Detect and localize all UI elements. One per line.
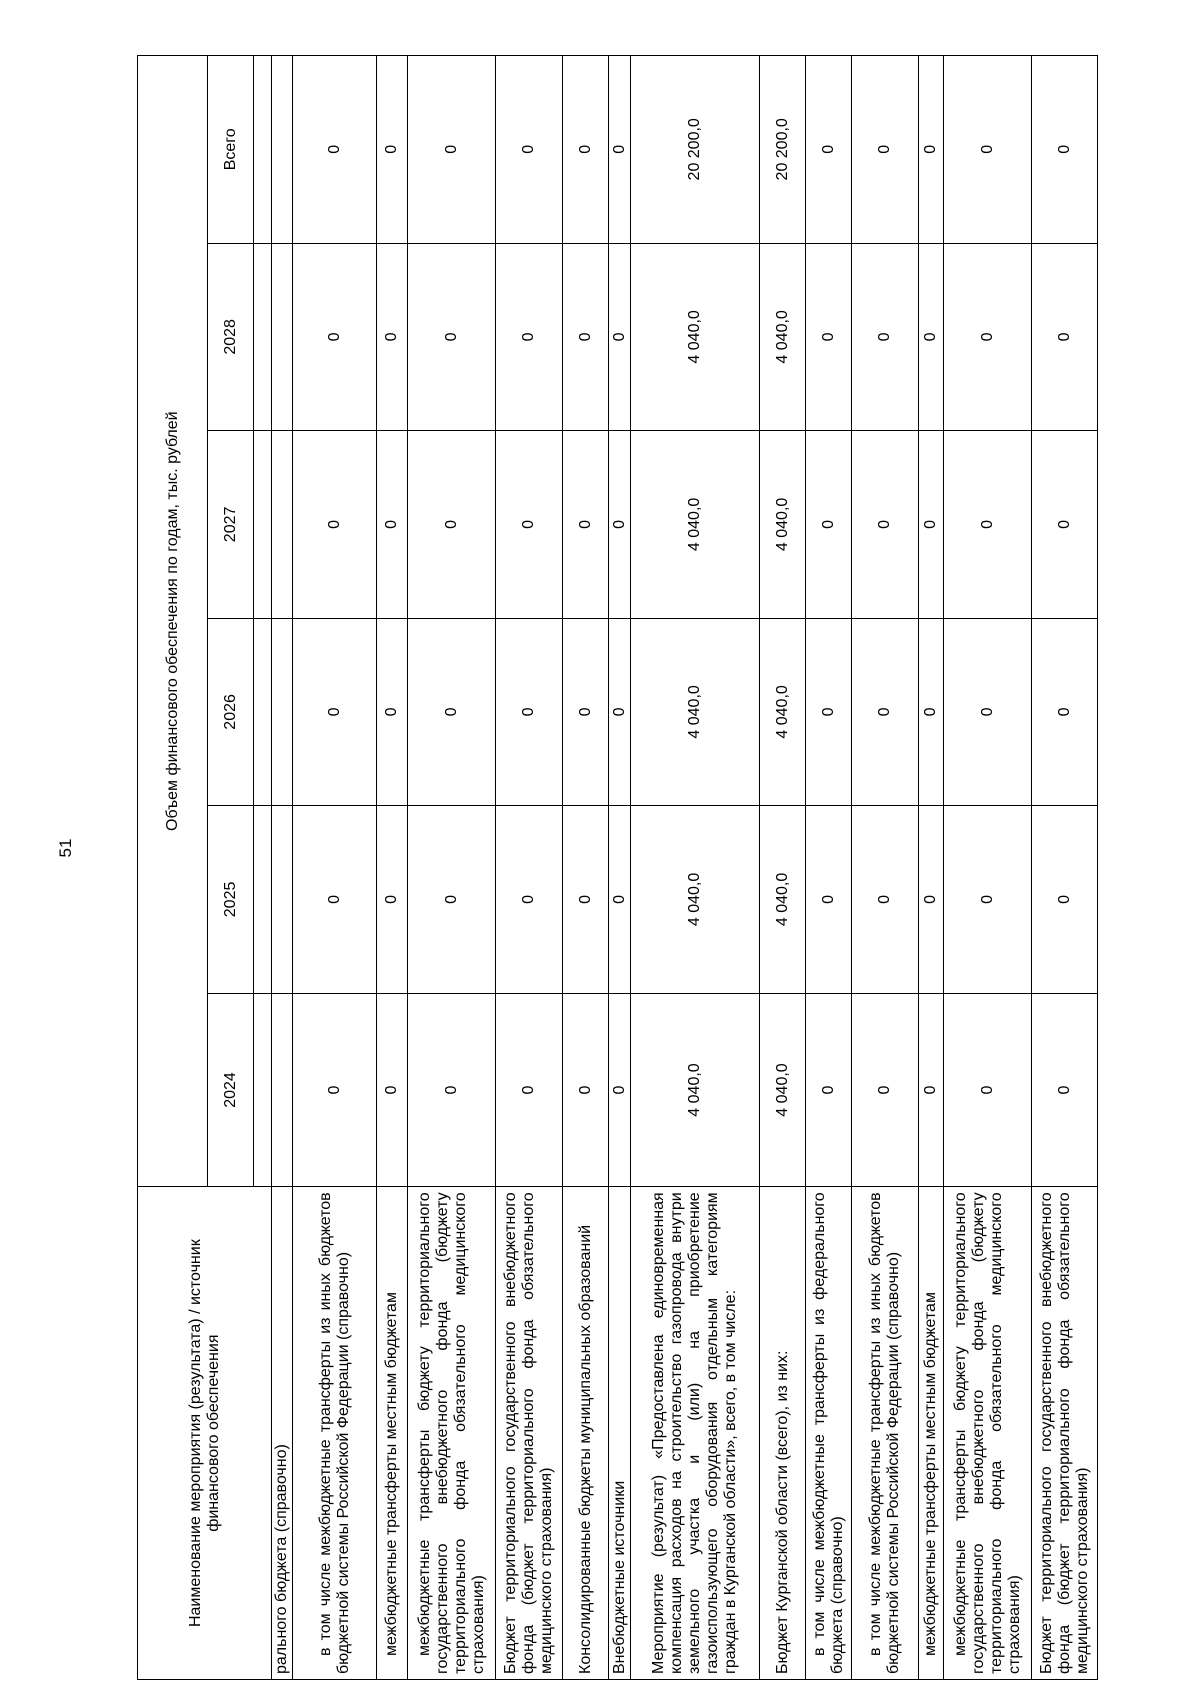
value-cell: 0 — [852, 993, 919, 1187]
header-row-1 — [138, 56, 208, 1680]
value-cell: 0 — [563, 993, 609, 1187]
value-cell: 0 — [944, 431, 1032, 619]
table-row — [1032, 56, 1098, 1680]
value-cell: 0 — [293, 806, 377, 994]
value-cell: 0 — [609, 806, 631, 994]
value-cell: 0 — [806, 806, 852, 994]
value-cell: 0 — [293, 993, 377, 1187]
total-cell: 0 — [563, 56, 609, 244]
value-cell: 0 — [563, 806, 609, 994]
value-cell: 0 — [609, 243, 631, 431]
table-row — [919, 56, 944, 1680]
year-header: 2026 — [208, 618, 254, 806]
table-row — [760, 56, 806, 1680]
value-cell: 0 — [496, 243, 563, 431]
total-cell: 0 — [609, 56, 631, 244]
table-row — [408, 56, 496, 1680]
total-cell: 0 — [293, 56, 377, 244]
value-cell: 4 040,0 — [631, 431, 760, 619]
total-cell: 20 200,0 — [760, 56, 806, 244]
value-cell: 0 — [408, 243, 496, 431]
value-cell: 0 — [377, 431, 408, 619]
value-cell — [272, 993, 293, 1187]
value-cell: 0 — [806, 993, 852, 1187]
table-row — [377, 56, 408, 1680]
row-label: межбюджетные трансферты местным бюджетам — [377, 1187, 408, 1680]
value-cell: 0 — [408, 806, 496, 994]
row-label: в том числе межбюджетные трансферты из иных бюджетов бюджетной системы Российской Федерации (справочно) — [852, 1187, 919, 1680]
value-cell: 0 — [408, 431, 496, 619]
value-cell: 0 — [563, 431, 609, 619]
year-header: 2025 — [208, 806, 254, 994]
row-label: в том числе межбюджетные трансферты из иных бюджетов бюджетной системы Российской Федерации (справочно) — [293, 1187, 377, 1680]
year-header: 2027 — [208, 431, 254, 619]
value-cell: 0 — [563, 243, 609, 431]
value-cell: 4 040,0 — [760, 618, 806, 806]
value-cell: 0 — [1032, 618, 1098, 806]
value-cell: 0 — [609, 618, 631, 806]
value-cell: 0 — [496, 431, 563, 619]
value-cell: 4 040,0 — [760, 243, 806, 431]
value-cell — [272, 431, 293, 619]
value-cell: 0 — [944, 243, 1032, 431]
row-label: Внебюджетные источники — [609, 1187, 631, 1680]
row-label: межбюджетные трансферты бюджету территориального государственного внебюджетного фонда (бюджету территориального фонда обязательного медицинского страхования) — [944, 1187, 1032, 1680]
value-cell: 0 — [293, 618, 377, 806]
value-cell: 0 — [919, 431, 944, 619]
value-cell: 0 — [377, 618, 408, 806]
table-row — [293, 56, 377, 1680]
value-cell: 0 — [377, 806, 408, 994]
table-row — [944, 56, 1032, 1680]
total-cell: 0 — [944, 56, 1032, 244]
year-header: 2028 — [208, 243, 254, 431]
page-number: 51 — [56, 838, 75, 858]
financing-table-rotated — [137, 55, 1137, 1680]
value-cell: 0 — [852, 431, 919, 619]
row-label: в том числе межбюджетные трансферты из федерального бюджета (справочно) — [806, 1187, 852, 1680]
value-cell: 0 — [293, 243, 377, 431]
value-cell: 0 — [852, 806, 919, 994]
value-cell: 0 — [919, 243, 944, 431]
row-label: Бюджет Курганской области (всего), из них: — [760, 1187, 806, 1680]
value-cell: 0 — [919, 993, 944, 1187]
value-cell: 0 — [293, 431, 377, 619]
row-label: рального бюджета (справочно) — [272, 1187, 293, 1680]
value-cell: 0 — [944, 993, 1032, 1187]
value-cell: 0 — [944, 806, 1032, 994]
value-cell: 0 — [1032, 243, 1098, 431]
row-label: Бюджет территориального государственного внебюджетного фонда (бюджет территориального фонда обязательного медицинского страхования) — [496, 1187, 563, 1680]
value-cell: 4 040,0 — [631, 806, 760, 994]
total-cell: 0 — [919, 56, 944, 244]
table-row — [563, 56, 609, 1680]
value-cell: 4 040,0 — [631, 993, 760, 1187]
total-cell: 0 — [806, 56, 852, 244]
total-cell: 0 — [496, 56, 563, 244]
table-body — [272, 56, 1098, 1680]
total-cell: 0 — [377, 56, 408, 244]
table-row — [806, 56, 852, 1680]
value-cell: 0 — [408, 993, 496, 1187]
value-cell: 0 — [1032, 431, 1098, 619]
row-label: межбюджетные трансферты местным бюджетам — [919, 1187, 944, 1680]
table-row — [496, 56, 563, 1680]
value-cell: 0 — [852, 243, 919, 431]
total-cell: 0 — [852, 56, 919, 244]
value-cell — [272, 243, 293, 431]
table-row — [272, 56, 293, 1680]
row-label: Консолидированные бюджеты муниципальных образований — [563, 1187, 609, 1680]
total-cell: 0 — [1032, 56, 1098, 244]
row-label: Мероприятие (результат) «Предоставлена единовременная компенсация расходов на строительство газопровода внутри земельного участка и (или) на приобретение газоиспользующего оборудования отдельным категориям граждан в Курганской области», всего, в том числе: — [631, 1187, 760, 1680]
value-cell — [272, 806, 293, 994]
value-cell: 4 040,0 — [760, 806, 806, 994]
value-cell: 0 — [919, 618, 944, 806]
year-header: 2024 — [208, 993, 254, 1187]
financing-table — [137, 55, 1098, 1680]
value-cell: 0 — [496, 993, 563, 1187]
value-cell: 0 — [377, 993, 408, 1187]
total-cell — [272, 56, 293, 244]
value-cell: 0 — [496, 806, 563, 994]
value-cell: 0 — [806, 618, 852, 806]
value-cell: 4 040,0 — [631, 618, 760, 806]
row-label: межбюджетные трансферты бюджету территориального государственного внебюджетного фонда (бюджету территориального фонда обязательного медицинского страхования) — [408, 1187, 496, 1680]
value-cell: 0 — [944, 618, 1032, 806]
value-cell: 0 — [563, 618, 609, 806]
value-cell — [272, 618, 293, 806]
name-column-header: Наименование мероприятия (результата) / источник финансового обеспечения — [138, 1187, 272, 1680]
table-row — [631, 56, 760, 1680]
value-cell: 0 — [1032, 806, 1098, 994]
value-cell: 0 — [408, 618, 496, 806]
value-cell: 0 — [609, 993, 631, 1187]
value-cell: 0 — [806, 431, 852, 619]
table-row — [852, 56, 919, 1680]
value-cell: 0 — [1032, 993, 1098, 1187]
value-cell: 0 — [496, 618, 563, 806]
total-cell: 20 200,0 — [631, 56, 760, 244]
volume-header: Объем финансового обеспечения по годам, тыс. рублей — [138, 56, 208, 1187]
total-header: Всего — [208, 56, 254, 244]
value-cell: 0 — [919, 806, 944, 994]
value-cell: 0 — [852, 618, 919, 806]
value-cell: 0 — [377, 243, 408, 431]
value-cell: 4 040,0 — [760, 993, 806, 1187]
table-row — [609, 56, 631, 1680]
value-cell: 4 040,0 — [760, 431, 806, 619]
total-cell: 0 — [408, 56, 496, 244]
value-cell: 0 — [609, 431, 631, 619]
value-cell: 0 — [806, 243, 852, 431]
row-label: Бюджет территориального государственного внебюджетного фонда (бюджет территориального фонда обязательного медицинского страхования) — [1032, 1187, 1098, 1680]
value-cell: 4 040,0 — [631, 243, 760, 431]
